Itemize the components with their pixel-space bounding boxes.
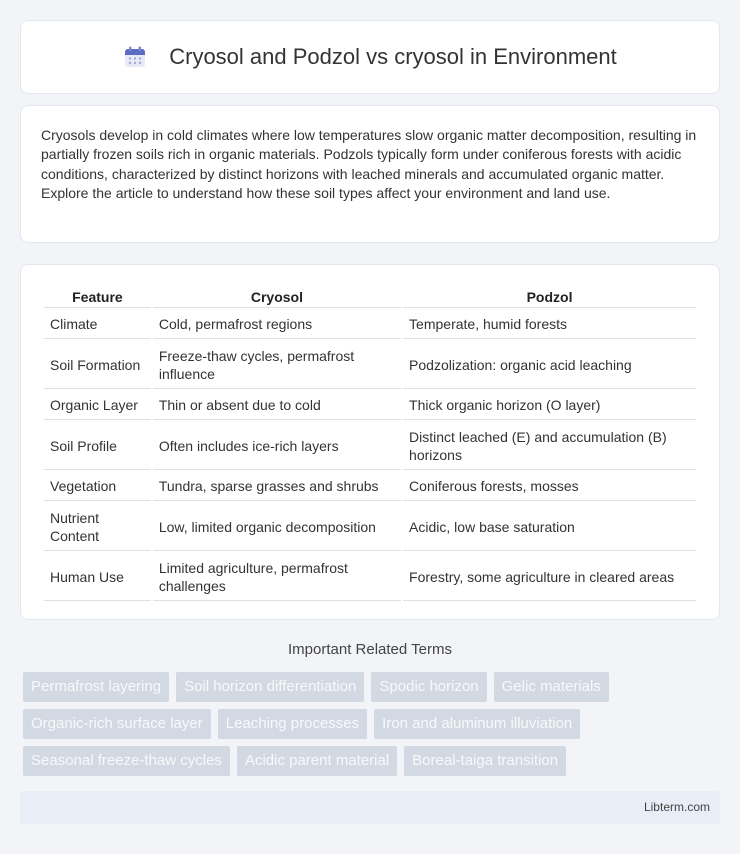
related-terms-list [23, 672, 723, 783]
header-feature: Feature [44, 287, 151, 308]
cryosol-cell: Tundra, sparse grasses and shrubs [153, 472, 401, 501]
footer [20, 791, 720, 824]
term-tag[interactable]: Soil horizon differentiation [176, 672, 364, 702]
term-tag[interactable]: Acidic parent material [237, 746, 397, 776]
title-card [20, 20, 720, 94]
cryosol-cell: Freeze-thaw cycles, permafrost influence [153, 341, 401, 389]
podzol-cell: Acidic, low base saturation [403, 503, 696, 551]
cryosol-cell: Thin or absent due to cold [153, 391, 401, 420]
comparison-table-card [20, 264, 720, 620]
term-tag[interactable]: Organic-rich surface layer [23, 709, 211, 739]
related-terms-title: Important Related Terms [288, 641, 452, 658]
term-tag[interactable]: Permafrost layering [23, 672, 169, 702]
term-tag[interactable]: Seasonal freeze-thaw cycles [23, 746, 230, 776]
feature-cell: Vegetation [44, 472, 151, 501]
comparison-table [42, 285, 698, 603]
table-row [44, 553, 696, 601]
podzol-cell: Forestry, some agriculture in cleared areas [403, 553, 696, 601]
table-row [44, 422, 696, 470]
page-title: Cryosol and Podzol vs cryosol in Environment [169, 44, 617, 69]
cryosol-cell: Limited agriculture, permafrost challenges [153, 553, 401, 601]
intro-text: Cryosols develop in cold climates where low temperatures slow organic matter decomposition, resulting in partially frozen soils rich in organic materials. Podzols typically form under coniferous forests with acidic conditions, characterized by distinct horizons with leached minerals and accumulated organic matter. Explore the article to understand how these soil types affect your environment and land use. [41, 127, 697, 202]
feature-cell: Organic Layer [44, 391, 151, 420]
podzol-cell: Distinct leached (E) and accumulation (B) horizons [403, 422, 696, 470]
cryosol-cell: Cold, permafrost regions [153, 310, 401, 339]
feature-cell: Nutrient Content [44, 503, 151, 551]
cryosol-cell: Low, limited organic decomposition [153, 503, 401, 551]
feature-cell: Climate [44, 310, 151, 339]
podzol-cell: Thick organic horizon (O layer) [403, 391, 696, 420]
table-row [44, 391, 696, 420]
podzol-cell: Coniferous forests, mosses [403, 472, 696, 501]
header-podzol: Podzol [403, 287, 696, 308]
intro-card [20, 105, 720, 243]
footer-site-link[interactable]: Libterm.com [643, 800, 710, 814]
feature-cell: Soil Profile [44, 422, 151, 470]
table-row [44, 341, 696, 389]
podzol-cell: Podzolization: organic acid leaching [403, 341, 696, 389]
table-row [44, 503, 696, 551]
feature-cell: Soil Formation [44, 341, 151, 389]
table-row [44, 310, 696, 339]
table-row [44, 472, 696, 501]
calendar-icon [123, 45, 147, 69]
term-tag[interactable]: Gelic materials [494, 672, 609, 702]
header-cryosol: Cryosol [153, 287, 401, 308]
term-tag[interactable]: Leaching processes [218, 709, 367, 739]
term-tag[interactable]: Boreal-taiga transition [404, 746, 566, 776]
feature-cell: Human Use [44, 553, 151, 601]
term-tag[interactable]: Spodic horizon [371, 672, 486, 702]
podzol-cell: Temperate, humid forests [403, 310, 696, 339]
table-header-row [44, 287, 696, 308]
term-tag[interactable]: Iron and aluminum illuviation [374, 709, 580, 739]
cryosol-cell: Often includes ice-rich layers [153, 422, 401, 470]
